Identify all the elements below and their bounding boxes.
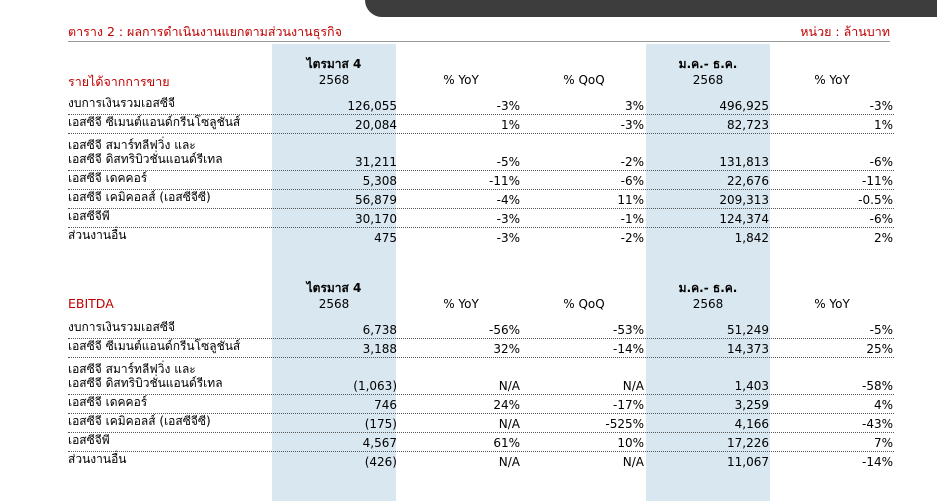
header-ytd	[646, 56, 770, 88]
header-q4	[272, 56, 396, 88]
qoq-value: -53%	[612, 323, 644, 337]
q4-value: 4,567	[362, 436, 397, 450]
yoy-value: 1%	[500, 118, 520, 132]
table-row	[68, 228, 894, 246]
ytd-yoy-value: 4%	[873, 398, 893, 412]
row-label: เอสซีจี เคมิคอลส์ (เอสซีจีซี)	[68, 190, 211, 204]
yoy-value: 24%	[493, 398, 520, 412]
header-q4	[272, 280, 396, 312]
header-q4-title: ไตรมาส 4	[306, 281, 362, 295]
section-label: EBITDA	[68, 296, 114, 311]
qoq-value: -1%	[620, 212, 644, 226]
header-ytd-yoy: % YoY	[814, 73, 850, 87]
table-row	[68, 134, 894, 171]
header-q4-title: ไตรมาส 4	[306, 57, 362, 71]
yoy-value: -5%	[496, 155, 520, 169]
ytd-value: 51,249	[727, 323, 769, 337]
row-label: เอสซีจี เดคคอร์	[68, 395, 148, 409]
q4-value: 6,738	[362, 323, 397, 337]
ytd-yoy-value: 25%	[866, 342, 893, 356]
q4-value: 20,084	[355, 118, 397, 132]
ytd-yoy-value: 2%	[873, 231, 893, 245]
ytd-value: 209,313	[719, 193, 769, 207]
ytd-yoy-value: -6%	[869, 155, 893, 169]
ytd-value: 22,676	[727, 174, 769, 188]
table-row	[68, 190, 894, 209]
q4-value: 126,055	[347, 99, 397, 113]
row-label: เอสซีจีพี	[68, 209, 110, 223]
ytd-yoy-value: -5%	[869, 323, 893, 337]
q4-value: 31,211	[355, 155, 397, 169]
qoq-value: 3%	[624, 99, 644, 113]
q4-value: 475	[374, 231, 397, 245]
ytd-yoy-value: -3%	[869, 99, 893, 113]
header-ytd-yoy: % YoY	[814, 297, 850, 311]
qoq-value: -3%	[620, 118, 644, 132]
row-label-line2: เอสซีจี ดิสทริบิวชั่นแอนด์รีเทล	[68, 152, 223, 166]
table-row	[68, 209, 894, 228]
ytd-yoy-value: -14%	[861, 455, 893, 469]
row-label: เอสซีจี เดคคอร์	[68, 171, 148, 185]
table-row	[68, 358, 894, 395]
yoy-value: -11%	[488, 174, 520, 188]
ytd-yoy-value: -6%	[869, 212, 893, 226]
row-label: งบการเงินรวมเอสซีจี	[68, 96, 175, 110]
header-ytd-title: ม.ค.- ธ.ค.	[678, 57, 738, 71]
ytd-value: 1,403	[734, 379, 769, 393]
yoy-value: -3%	[496, 99, 520, 113]
qoq-value: -2%	[620, 231, 644, 245]
q4-value: (1,063)	[353, 379, 397, 393]
qoq-value: 11%	[617, 193, 644, 207]
table-title: ตาราง 2 : ผลการดำเนินงานแยกตามส่วนงานธุรกิจ	[68, 24, 342, 39]
ytd-value: 11,067	[727, 455, 769, 469]
section-label: รายได้จากการขาย	[68, 74, 170, 89]
header-yoy: % YoY	[443, 297, 479, 311]
row-label-line2: เอสซีจี ดิสทริบิวชั่นแอนด์รีเทล	[68, 376, 223, 390]
row-label: งบการเงินรวมเอสซีจี	[68, 320, 175, 334]
row-label: ส่วนงานอื่น	[68, 452, 127, 466]
ytd-yoy-value: 1%	[873, 118, 893, 132]
yoy-value: -3%	[496, 231, 520, 245]
yoy-value: N/A	[498, 455, 520, 469]
ytd-value: 124,374	[719, 212, 769, 226]
yoy-value: -56%	[488, 323, 520, 337]
row-label: เอสซีจี ซีเมนต์แอนด์กรีนโซลูชันส์	[68, 115, 241, 129]
ytd-value: 496,925	[719, 99, 769, 113]
yoy-value: N/A	[498, 379, 520, 393]
top-decor-bar	[365, 0, 937, 17]
yoy-value: -4%	[496, 193, 520, 207]
yoy-value: 32%	[493, 342, 520, 356]
qoq-value: N/A	[622, 379, 644, 393]
row-label: เอสซีจี สมาร์ทลีฟวิ่ง และ	[68, 362, 196, 376]
row-label: ส่วนงานอื่น	[68, 228, 127, 242]
row-label: เอสซีจีพี	[68, 433, 110, 447]
header-ytd-title: ม.ค.- ธ.ค.	[678, 281, 738, 295]
yoy-value: 61%	[493, 436, 520, 450]
q4-value: 5,308	[362, 174, 397, 188]
q4-value: 746	[374, 398, 397, 412]
table-row	[68, 339, 894, 358]
ytd-value: 14,373	[727, 342, 769, 356]
unit-label: หน่วย : ล้านบาท	[800, 24, 890, 39]
ytd-value: 4,166	[734, 417, 769, 431]
ytd-yoy-value: -43%	[861, 417, 893, 431]
ytd-value: 131,813	[719, 155, 769, 169]
header-ytd-year: 2568	[692, 297, 724, 311]
row-label: เอสซีจี เคมิคอลส์ (เอสซีจีซี)	[68, 414, 211, 428]
header-qoq: % QoQ	[563, 73, 605, 87]
table-caption	[68, 21, 890, 42]
q4-value: 30,170	[355, 212, 397, 226]
q4-value: (175)	[364, 417, 397, 431]
yoy-value: N/A	[498, 417, 520, 431]
row-label: เอสซีจี ซีเมนต์แอนด์กรีนโซลูชันส์	[68, 339, 241, 353]
table-row	[68, 433, 894, 452]
qoq-value: -2%	[620, 155, 644, 169]
q4-value: (426)	[364, 455, 397, 469]
ytd-value: 1,842	[734, 231, 769, 245]
table-row	[68, 115, 894, 134]
ytd-value: 3,259	[734, 398, 769, 412]
ytd-yoy-value: -11%	[861, 174, 893, 188]
q4-value: 56,879	[355, 193, 397, 207]
table-row	[68, 452, 894, 470]
q4-value: 3,188	[362, 342, 397, 356]
ytd-value: 17,226	[727, 436, 769, 450]
ytd-value: 82,723	[727, 118, 769, 132]
qoq-value: -17%	[612, 398, 644, 412]
qoq-value: -525%	[605, 417, 644, 431]
qoq-value: N/A	[622, 455, 644, 469]
header-yoy: % YoY	[443, 73, 479, 87]
qoq-value: -6%	[620, 174, 644, 188]
header-q4-year: 2568	[318, 297, 350, 311]
header-ytd	[646, 280, 770, 312]
ytd-yoy-value: -0.5%	[858, 193, 893, 207]
qoq-value: -14%	[612, 342, 644, 356]
qoq-value: 10%	[617, 436, 644, 450]
ytd-yoy-value: -58%	[861, 379, 893, 393]
yoy-value: -3%	[496, 212, 520, 226]
header-qoq: % QoQ	[563, 297, 605, 311]
row-label: เอสซีจี สมาร์ทลีฟวิ่ง และ	[68, 138, 196, 152]
ytd-yoy-value: 7%	[873, 436, 893, 450]
table-row	[68, 414, 894, 433]
header-ytd-year: 2568	[692, 73, 724, 87]
header-q4-year: 2568	[318, 73, 350, 87]
